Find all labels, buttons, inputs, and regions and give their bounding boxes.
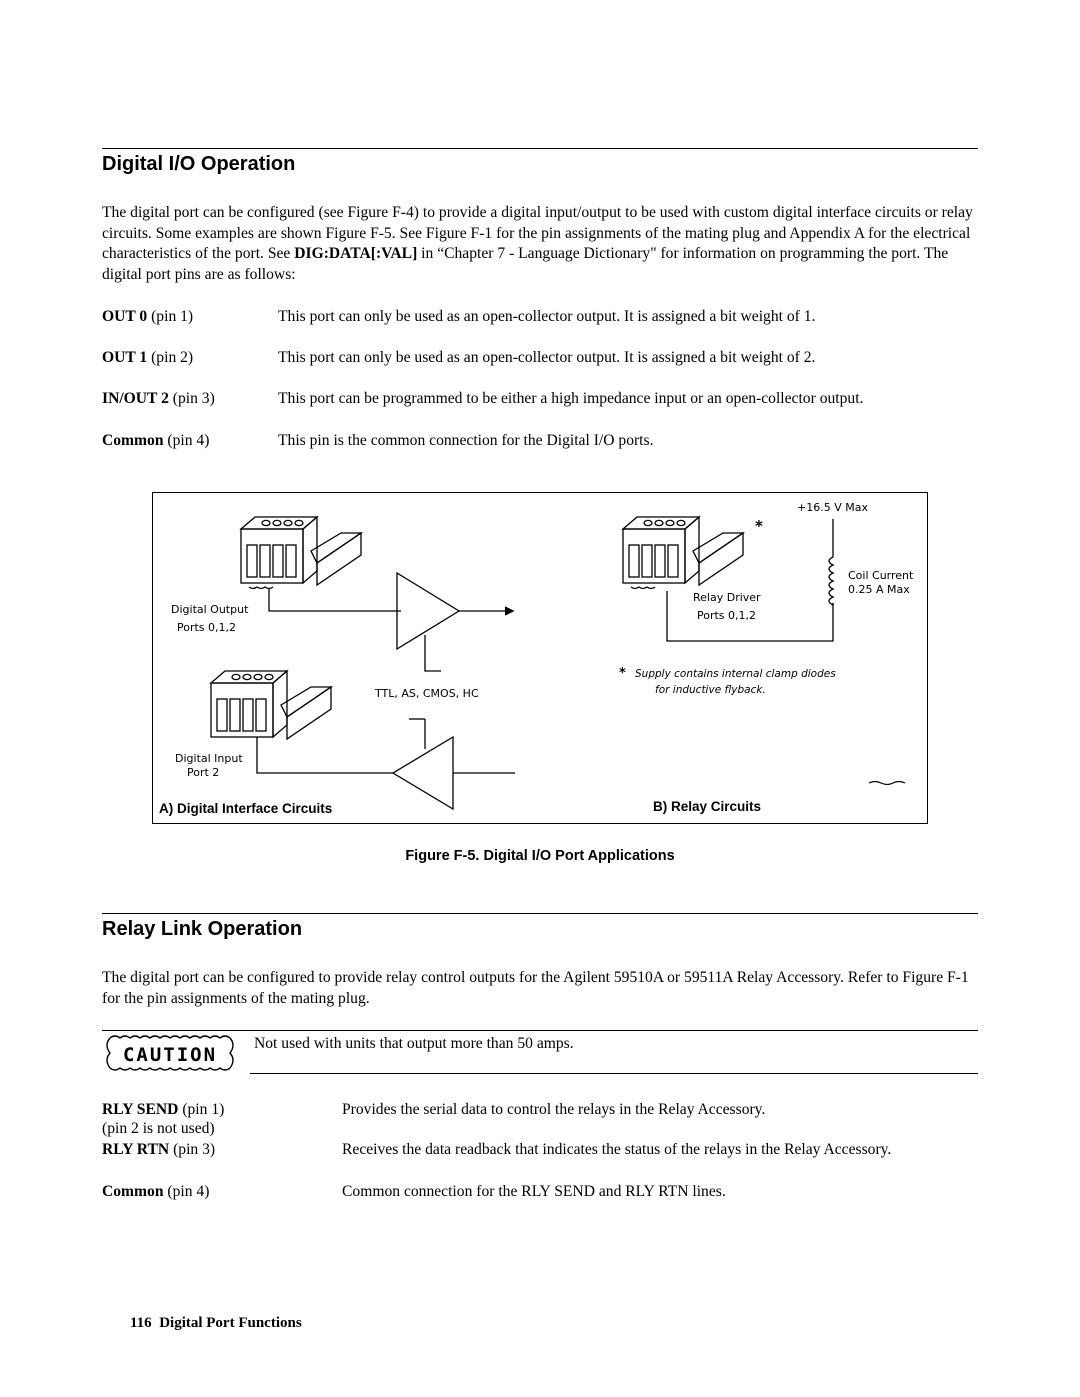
intro-command: DIG:DATA[:VAL] xyxy=(294,245,418,262)
page-footer xyxy=(130,1315,302,1332)
label-supply-voltage: +16.5 V Max xyxy=(797,501,868,514)
section-title-digital-io: Digital I/O Operation xyxy=(102,153,296,175)
relay-pin-description: Common connection for the RLY SEND and RLY RTN lines. xyxy=(342,1183,726,1200)
digital-io-intro xyxy=(102,203,978,285)
connector-plug-relay xyxy=(623,517,743,589)
pin-description: This pin is the common connection for the Digital I/O ports. xyxy=(278,432,654,449)
connector-plug-input xyxy=(211,671,331,739)
relay-pin-term: RLY SEND (pin 1) xyxy=(102,1101,225,1118)
caution-frame xyxy=(102,1030,238,1074)
relay-pin-description: Provides the serial data to control the relays in the Relay Accessory. xyxy=(342,1101,766,1118)
section-rule xyxy=(102,913,978,914)
caution-badge xyxy=(102,1030,238,1079)
section-title-relay-link: Relay Link Operation xyxy=(102,918,303,940)
intro-text-b: in “Chapter 7 - Language Dictionary" for information on programming the port. The digital port pins are as follows: xyxy=(102,245,949,283)
pin-description: This port can be programmed to be either a high impedance input or an open-collector output. xyxy=(278,390,864,407)
pin-description: This port can only be used as an open-collector output. It is assigned a bit weight of 2. xyxy=(278,349,816,366)
label-digital-output: Digital Output xyxy=(171,603,249,616)
note-asterisk: * xyxy=(619,666,626,681)
label-coil-amps: 0.25 A Max xyxy=(848,583,910,596)
figure-caption: Figure F-5. Digital I/O Port Applications xyxy=(405,848,675,864)
figure-digital-io-applications xyxy=(152,492,928,824)
relay-pin-term: RLY RTN (pin 3) xyxy=(102,1141,216,1158)
pin-term: OUT 1 (pin 2) xyxy=(102,349,194,366)
figure-diagram xyxy=(153,493,929,825)
pin-description: This port can only be used as an open-collector output. It is assigned a bit weight of 1. xyxy=(278,308,816,325)
label-output-ports: Ports 0,1,2 xyxy=(177,621,237,634)
connector-plug-output xyxy=(241,517,361,589)
label-input-port: Port 2 xyxy=(187,766,220,779)
relay-pin-note: (pin 2 is not used) xyxy=(102,1120,215,1137)
pin-term: OUT 0 (pin 1) xyxy=(102,308,194,325)
panel-a-title: A) Digital Interface Circuits xyxy=(159,801,333,816)
label-logic-families: TTL, AS, CMOS, HC xyxy=(375,687,479,700)
caution-text: Not used with units that output more than 50 amps. xyxy=(254,1035,574,1052)
asterisk-marker: * xyxy=(755,517,763,535)
relay-pin-term: Common (pin 4) xyxy=(102,1183,210,1200)
relay-link-intro: The digital port can be configured to provide relay control outputs for the Agilent 59510A or 59511A Relay Accessory. Refer to Figure F-1 for the pin assignments of the mating plug. xyxy=(102,969,969,1007)
page-number: 116 xyxy=(130,1315,152,1331)
label-digital-input: Digital Input xyxy=(175,752,243,765)
footer-section: Digital Port Functions xyxy=(159,1315,302,1331)
caution-label: CAUTION xyxy=(122,1044,218,1066)
note-clamp-diodes-line2: for inductive flyback. xyxy=(655,684,766,696)
figure-id-scribble xyxy=(869,782,905,785)
panel-b-title: B) Relay Circuits xyxy=(653,799,762,814)
relay-pin-description: Receives the data readback that indicates the status of the relays in the Relay Accessory. xyxy=(342,1141,892,1158)
pin-term: Common (pin 4) xyxy=(102,432,210,449)
section-rule xyxy=(102,148,978,149)
caution-bottom-rule xyxy=(250,1073,978,1074)
label-relay-driver: Relay Driver xyxy=(693,591,761,604)
pin-term: IN/OUT 2 (pin 3) xyxy=(102,390,215,407)
note-clamp-diodes-line1: Supply contains internal clamp diodes xyxy=(635,668,836,680)
intro-text-a: The digital port can be configured (see Figure F-4) to provide a digital input/output to be used with custom digital interface circuits or relay circuits. Some examples are shown Figure F-5. See Figure F-1 for the pin assignments of the mating plug and Appendix A for the electrical characteristics of the port. See xyxy=(102,204,973,262)
label-relay-ports: Ports 0,1,2 xyxy=(697,609,757,622)
label-coil-current: Coil Current xyxy=(848,569,914,582)
